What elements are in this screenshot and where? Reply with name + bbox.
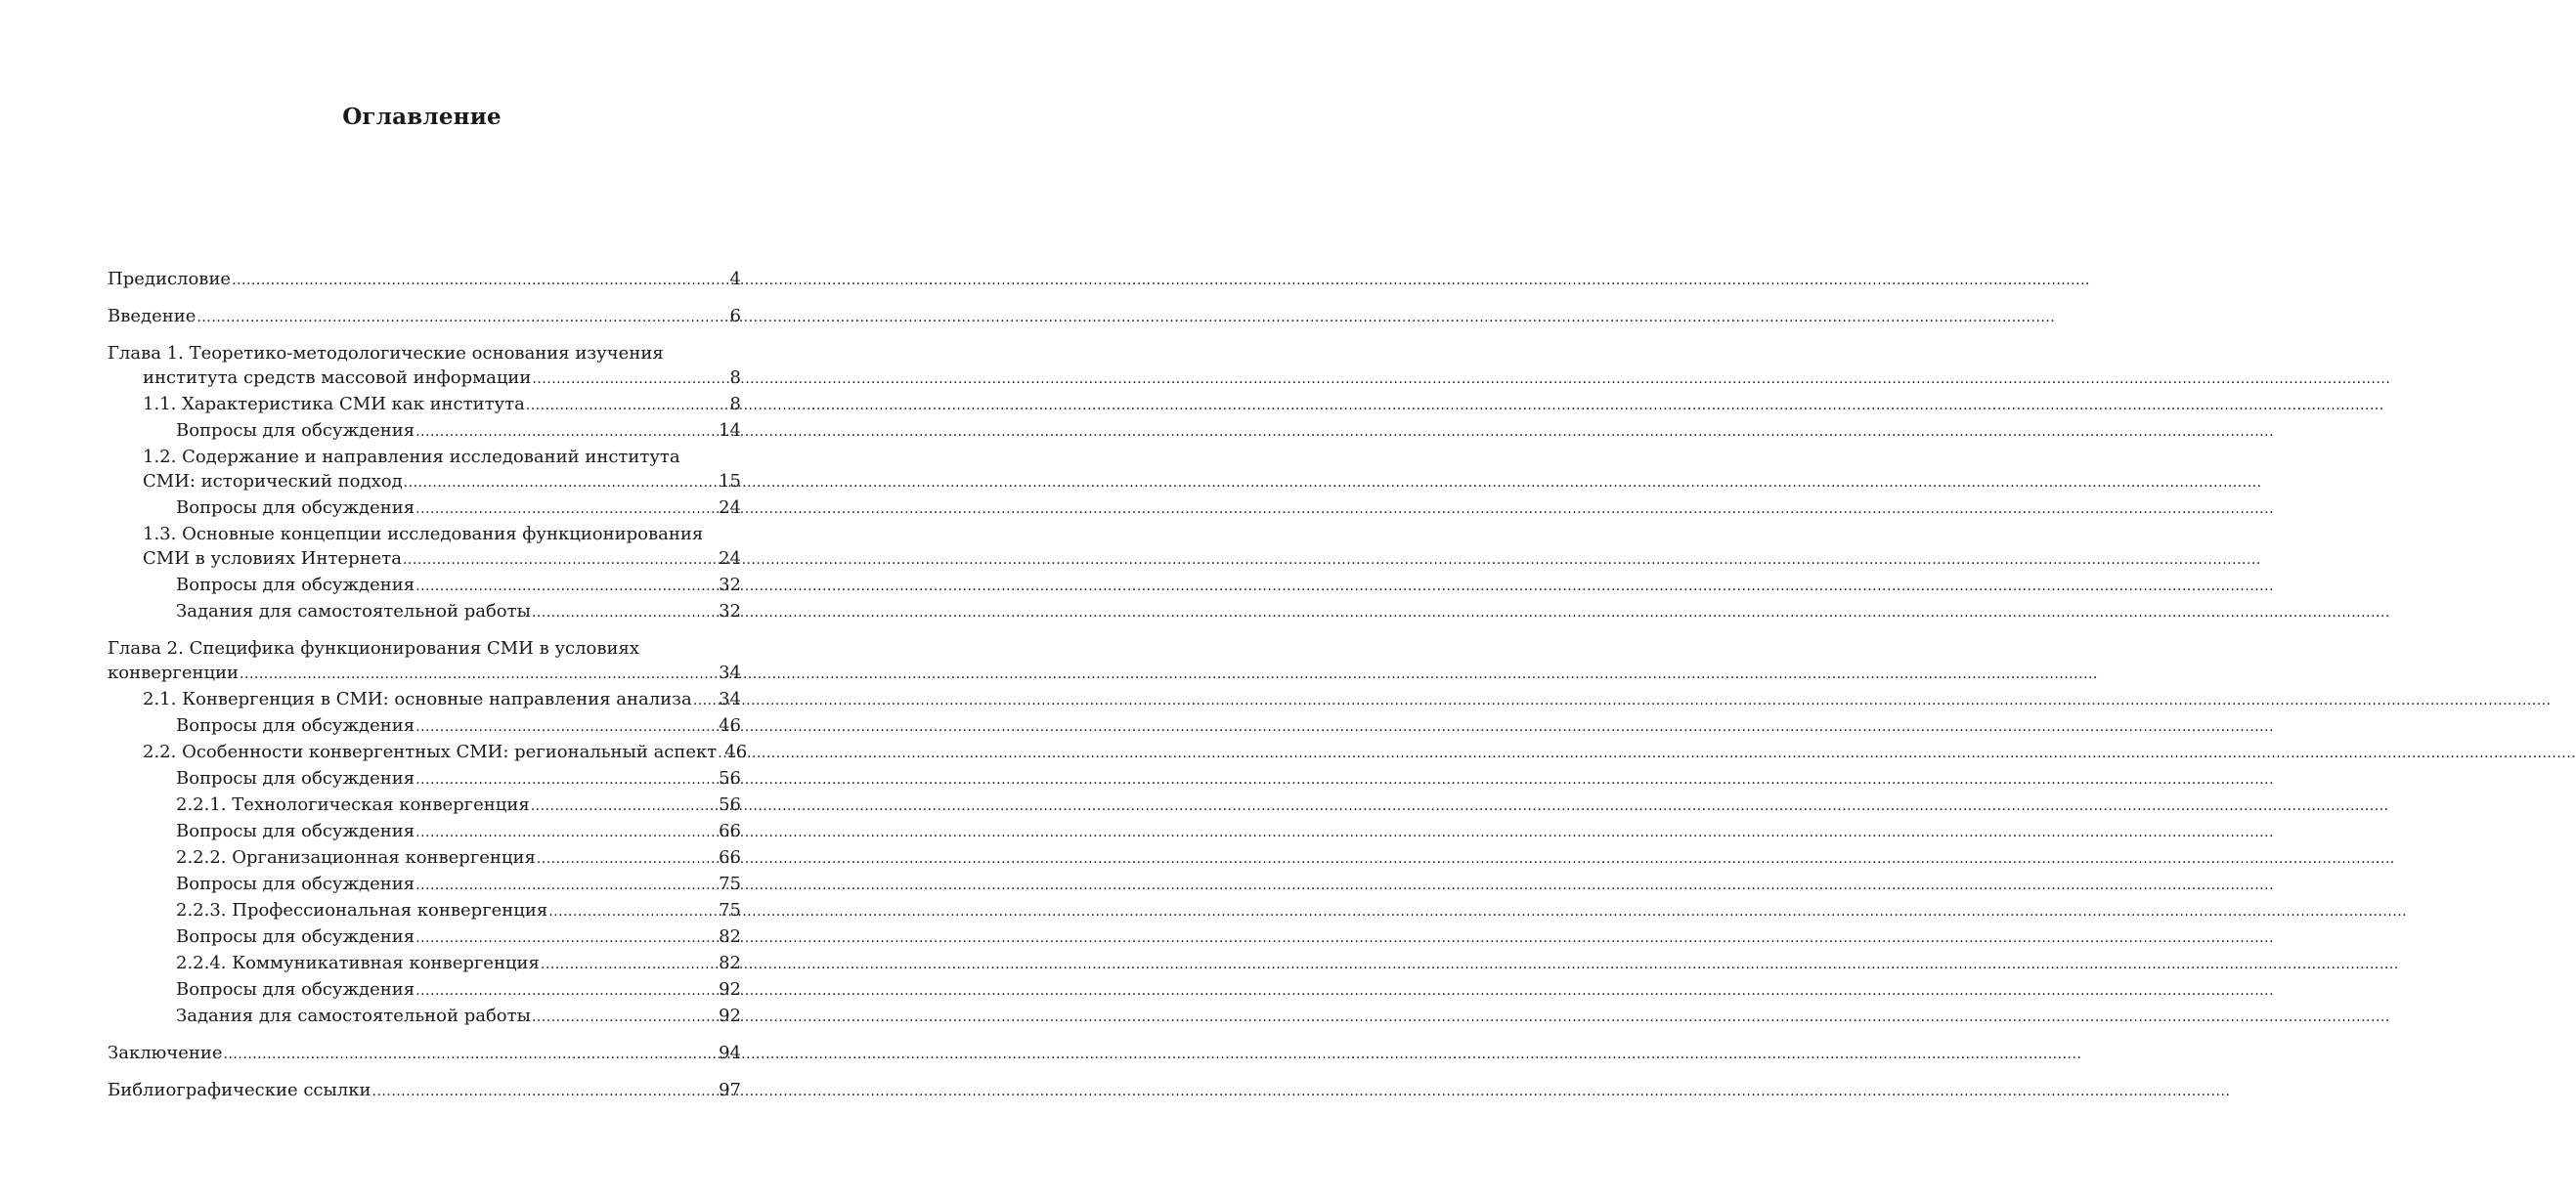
dot-leader <box>415 418 718 445</box>
dot-leader <box>415 819 718 845</box>
dot-leader <box>532 1004 718 1030</box>
toc-entry-preface[interactable] <box>108 267 741 293</box>
toc-entry-questions[interactable] <box>108 418 741 445</box>
toc-entry-label: 1.1. Характеристика СМИ как института <box>143 394 525 414</box>
toc-entry-label: Вопросы для обсуждения <box>176 768 415 789</box>
toc-entry-questions[interactable] <box>108 819 741 845</box>
toc-page-number: 56 <box>719 794 741 815</box>
dot-leader <box>415 924 718 951</box>
toc-page-number: 82 <box>719 926 741 947</box>
toc-entry-label: СМИ: исторический подход <box>143 471 403 492</box>
toc-page-number: 24 <box>719 497 741 518</box>
toc-page-number: 94 <box>719 1043 741 1063</box>
toc-page-number: 46 <box>719 715 741 736</box>
toc-entry-questions[interactable] <box>108 713 741 740</box>
toc-entry-label: Вопросы для обсуждения <box>176 575 415 595</box>
toc-page-number: 46 <box>724 742 748 762</box>
dot-leader <box>718 740 723 766</box>
dot-leader <box>532 365 728 392</box>
dot-leader <box>548 898 718 924</box>
toc-entry-label: Вопросы для обсуждения <box>176 926 415 947</box>
toc-entry-label: Вопросы для обсуждения <box>176 979 415 1000</box>
toc-page-number: 8 <box>729 394 741 414</box>
dot-leader <box>415 872 718 898</box>
toc-entry-label: Библиографические ссылки <box>108 1080 371 1100</box>
dot-leader <box>372 1078 719 1104</box>
toc-entry-label: Вопросы для обсуждения <box>176 874 415 894</box>
toc-page-number: 66 <box>719 847 741 868</box>
toc-page-number: 14 <box>719 420 741 441</box>
dot-leader <box>531 793 718 819</box>
toc-entry-questions[interactable] <box>108 573 741 599</box>
toc-page-number: 97 <box>719 1080 741 1100</box>
toc-entry-bibliography[interactable] <box>108 1078 741 1104</box>
toc-page-number: 82 <box>719 953 741 973</box>
toc-entry-section-2-2[interactable] <box>108 740 748 766</box>
toc-entry-label-line1: Глава 2. Специфика функционирования СМИ в условиях <box>108 638 640 659</box>
toc-entry-label: 2.2.1. Технологическая конвергенция <box>176 794 530 815</box>
toc-entry-chapter-1[interactable] <box>108 341 741 392</box>
dot-leader <box>232 267 728 293</box>
toc-entry-introduction[interactable] <box>108 304 741 330</box>
toc-entry-label-line1: 1.3. Основные концепции исследования функционирования <box>143 524 704 544</box>
toc-entry-section-2-1[interactable] <box>108 687 741 713</box>
toc-page-number: 15 <box>719 471 741 492</box>
toc-entry-section-1-3[interactable] <box>108 522 741 573</box>
toc-page-number: 75 <box>719 900 741 921</box>
toc-entry-label: 2.2.2. Организационная конвергенция <box>176 847 536 868</box>
toc-entry-label: конвергенции <box>108 663 240 683</box>
toc-page-number: 32 <box>719 601 741 622</box>
toc-page-number: 4 <box>729 269 741 289</box>
toc-entry-conclusion[interactable] <box>108 1041 741 1067</box>
toc-entry-questions[interactable] <box>108 495 741 522</box>
toc-entry-label: 2.2. Особенности конвергентных СМИ: региональный аспект <box>143 742 718 762</box>
toc-page-number: 92 <box>719 979 741 1000</box>
toc-page-number: 32 <box>719 575 741 595</box>
toc-entry-label: Вопросы для обсуждения <box>176 497 415 518</box>
toc-entry-questions[interactable] <box>108 872 741 898</box>
dot-leader <box>224 1041 719 1067</box>
dot-leader <box>415 766 718 793</box>
dot-leader <box>415 713 718 740</box>
toc-page-number: 56 <box>719 768 741 789</box>
toc-entry-label: Вопросы для обсуждения <box>176 821 415 841</box>
toc-entry-label-line1: 1.2. Содержание и направления исследований института <box>143 447 680 467</box>
toc-entry-section-2-2-4[interactable] <box>108 951 741 977</box>
toc-entry-questions[interactable] <box>108 766 741 793</box>
toc-entry-assignments[interactable] <box>108 1004 741 1030</box>
toc-entry-label: Задания для самостоятельной работы <box>176 601 531 622</box>
toc-entry-label: Задания для самостоятельной работы <box>176 1006 531 1026</box>
dot-leader <box>532 599 718 625</box>
toc-page-number: 66 <box>719 821 741 841</box>
toc-page-number: 34 <box>719 663 741 683</box>
toc-page-number: 8 <box>729 367 741 388</box>
toc-entry-label: Предисловие <box>108 269 232 289</box>
toc-page-number: 34 <box>719 689 741 709</box>
toc-page-number: 6 <box>729 306 741 326</box>
toc-entry-section-2-2-3[interactable] <box>108 898 741 924</box>
dot-leader <box>240 661 718 687</box>
dot-leader <box>415 495 718 522</box>
toc-entry-label: 2.2.4. Коммуникативная конвергенция <box>176 953 540 973</box>
toc-entry-label: СМИ в условиях Интернета <box>143 548 402 569</box>
toc-entry-section-2-2-1[interactable] <box>108 793 741 819</box>
toc-entry-label: Вопросы для обсуждения <box>176 420 415 441</box>
toc-entry-questions[interactable] <box>108 977 741 1004</box>
page-title: Оглавление <box>342 104 502 130</box>
toc-entry-label: 2.1. Конвергенция в СМИ: основные направления анализа <box>143 689 692 709</box>
table-of-contents <box>108 267 748 1104</box>
dot-leader <box>526 392 729 418</box>
dot-leader <box>415 573 718 599</box>
toc-entry-section-1-2[interactable] <box>108 445 741 495</box>
toc-entry-chapter-2[interactable] <box>108 636 741 687</box>
dot-leader <box>537 845 718 872</box>
dot-leader <box>403 546 718 573</box>
dot-leader <box>404 469 718 495</box>
toc-entry-label: 2.2.3. Профессиональная конвергенция <box>176 900 548 921</box>
dot-leader <box>693 687 718 713</box>
toc-page-number: 24 <box>719 548 741 569</box>
toc-entry-label-line1: Глава 1. Теоретико-методологические основания изучения <box>108 343 664 364</box>
toc-entry-questions[interactable] <box>108 924 741 951</box>
toc-entry-section-2-2-2[interactable] <box>108 845 741 872</box>
toc-entry-label: Вопросы для обсуждения <box>176 715 415 736</box>
toc-page-number: 75 <box>719 874 741 894</box>
toc-entry-label: института средств массовой информации <box>143 367 532 388</box>
toc-entry-label: Введение <box>108 306 196 326</box>
toc-entry-section-1-1[interactable] <box>108 392 741 418</box>
dot-leader <box>541 951 718 977</box>
dot-leader <box>196 304 728 330</box>
toc-entry-assignments[interactable] <box>108 599 741 625</box>
toc-page-number: 92 <box>719 1006 741 1026</box>
dot-leader <box>415 977 718 1004</box>
toc-entry-label: Заключение <box>108 1043 223 1063</box>
